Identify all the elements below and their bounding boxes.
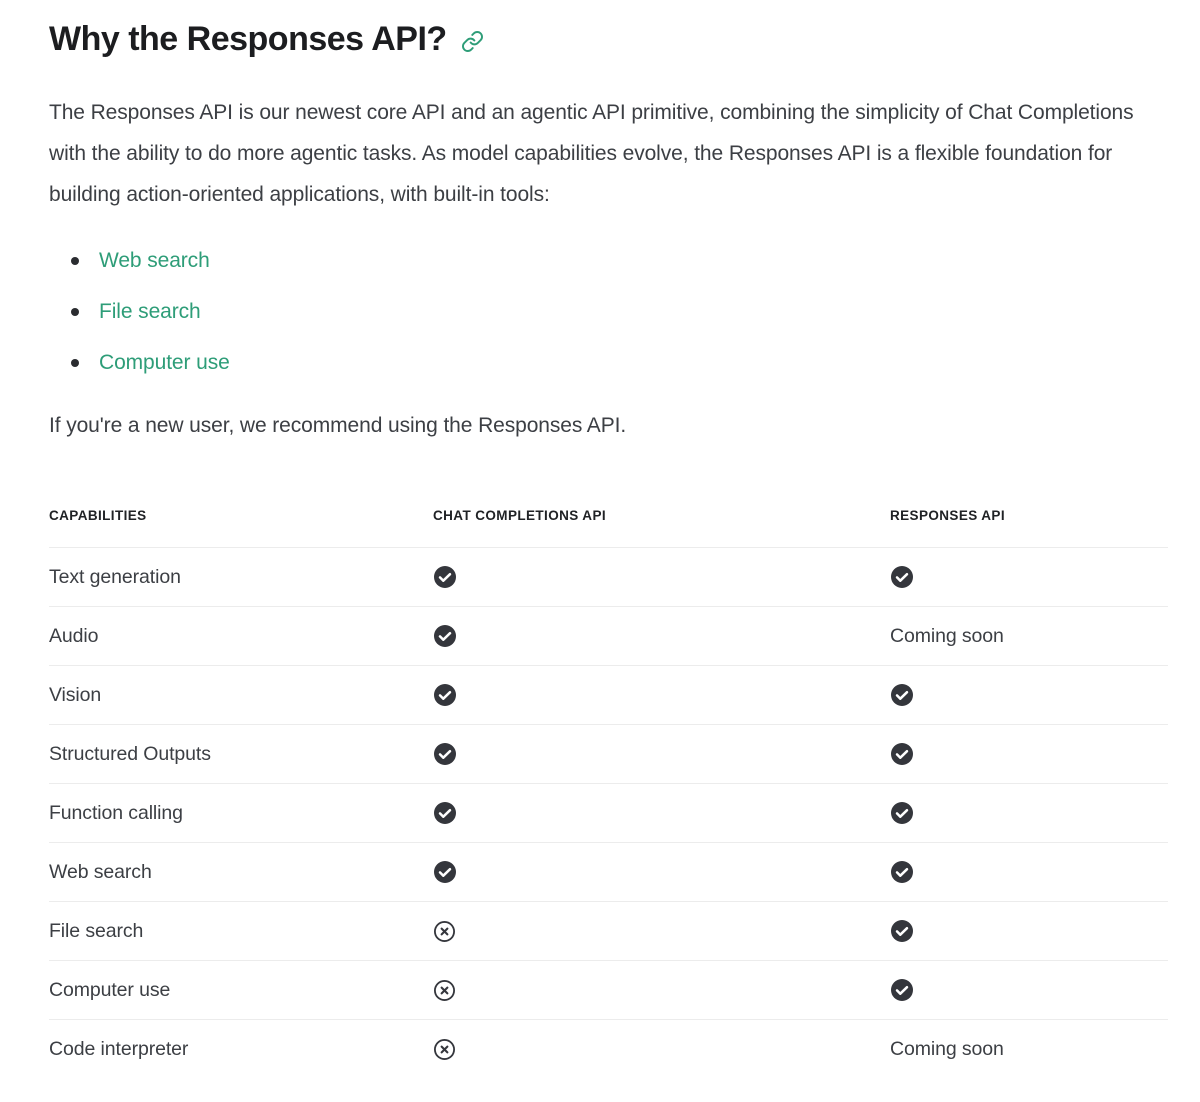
table-row <box>49 725 1168 784</box>
column-header-responses-api: RESPONSES API <box>890 508 1005 523</box>
chat-completions-cell <box>433 565 890 589</box>
list-item <box>49 291 1168 332</box>
bullet-icon <box>71 257 79 265</box>
check-circle-filled-icon <box>890 860 914 884</box>
table-row <box>49 902 1168 961</box>
built-in-tools-list <box>49 240 1168 383</box>
chat-completions-cell <box>433 979 890 1002</box>
chat-completions-cell <box>433 742 890 766</box>
check-circle-filled-icon <box>433 742 457 766</box>
responses-cell <box>890 742 1168 766</box>
capability-cell: Function calling <box>49 801 183 824</box>
check-circle-filled-icon <box>433 860 457 884</box>
list-item <box>49 342 1168 383</box>
heading-row <box>49 16 1168 62</box>
capabilities-table <box>49 508 1168 1079</box>
chat-completions-cell <box>433 624 890 648</box>
table-row <box>49 961 1168 1020</box>
cell-text: Coming soon <box>890 624 1004 647</box>
capability-cell: File search <box>49 919 144 942</box>
responses-cell <box>890 978 1168 1002</box>
responses-cell <box>890 1038 1168 1061</box>
x-circle-outline-icon <box>433 979 456 1002</box>
responses-cell <box>890 683 1168 707</box>
responses-cell <box>890 860 1168 884</box>
recommendation-paragraph: If you're a new user, we recommend using the Responses API. <box>49 414 627 437</box>
list-item <box>49 240 1168 281</box>
x-circle-outline-icon <box>433 1038 456 1061</box>
chat-completions-cell <box>433 860 890 884</box>
responses-cell <box>890 625 1168 648</box>
link-icon <box>461 30 484 53</box>
table-row <box>49 666 1168 725</box>
chat-completions-cell <box>433 1038 890 1061</box>
check-circle-filled-icon <box>433 565 457 589</box>
chat-completions-cell <box>433 683 890 707</box>
table-row <box>49 784 1168 843</box>
check-circle-filled-icon <box>433 683 457 707</box>
tool-link-web-search[interactable]: Web search <box>99 248 210 272</box>
check-circle-filled-icon <box>433 624 457 648</box>
intro-paragraph: The Responses API is our newest core API and an agentic API primitive, combining the simplicity of Chat Completions with the ability to do more agentic tasks. As model capabilities evolve, the Responses API is a flexible foundation for building action-oriented applications, with built-in tools: <box>49 101 1134 206</box>
check-circle-filled-icon <box>433 801 457 825</box>
capability-cell: Structured Outputs <box>49 742 211 765</box>
table-header-row <box>49 508 1168 548</box>
table-row <box>49 548 1168 607</box>
cell-text: Coming soon <box>890 1038 1004 1060</box>
table-row <box>49 1020 1168 1079</box>
responses-cell <box>890 919 1168 943</box>
column-header-capabilities: CAPABILITIES <box>49 508 147 523</box>
tool-link-computer-use[interactable]: Computer use <box>99 350 230 374</box>
capability-cell: Text generation <box>49 565 181 588</box>
permalink-anchor[interactable] <box>461 30 484 53</box>
capability-cell: Audio <box>49 624 99 647</box>
capability-cell: Code interpreter <box>49 1038 189 1060</box>
responses-cell <box>890 565 1168 589</box>
bullet-icon <box>71 308 79 316</box>
capability-cell: Vision <box>49 683 102 706</box>
check-circle-filled-icon <box>890 683 914 707</box>
table-row <box>49 607 1168 666</box>
column-header-chat-completions-api: CHAT COMPLETIONS API <box>433 508 606 523</box>
chat-completions-cell <box>433 801 890 825</box>
capability-cell: Computer use <box>49 978 171 1001</box>
check-circle-filled-icon <box>890 919 914 943</box>
check-circle-filled-icon <box>890 801 914 825</box>
table-body <box>49 548 1168 1079</box>
check-circle-filled-icon <box>890 742 914 766</box>
check-circle-filled-icon <box>890 565 914 589</box>
page-title: Why the Responses API? <box>49 20 447 58</box>
check-circle-filled-icon <box>890 978 914 1002</box>
chat-completions-cell <box>433 920 890 943</box>
bullet-icon <box>71 359 79 367</box>
table-row <box>49 843 1168 902</box>
responses-cell <box>890 801 1168 825</box>
capability-cell: Web search <box>49 860 152 883</box>
x-circle-outline-icon <box>433 920 456 943</box>
tool-link-file-search[interactable]: File search <box>99 299 201 323</box>
